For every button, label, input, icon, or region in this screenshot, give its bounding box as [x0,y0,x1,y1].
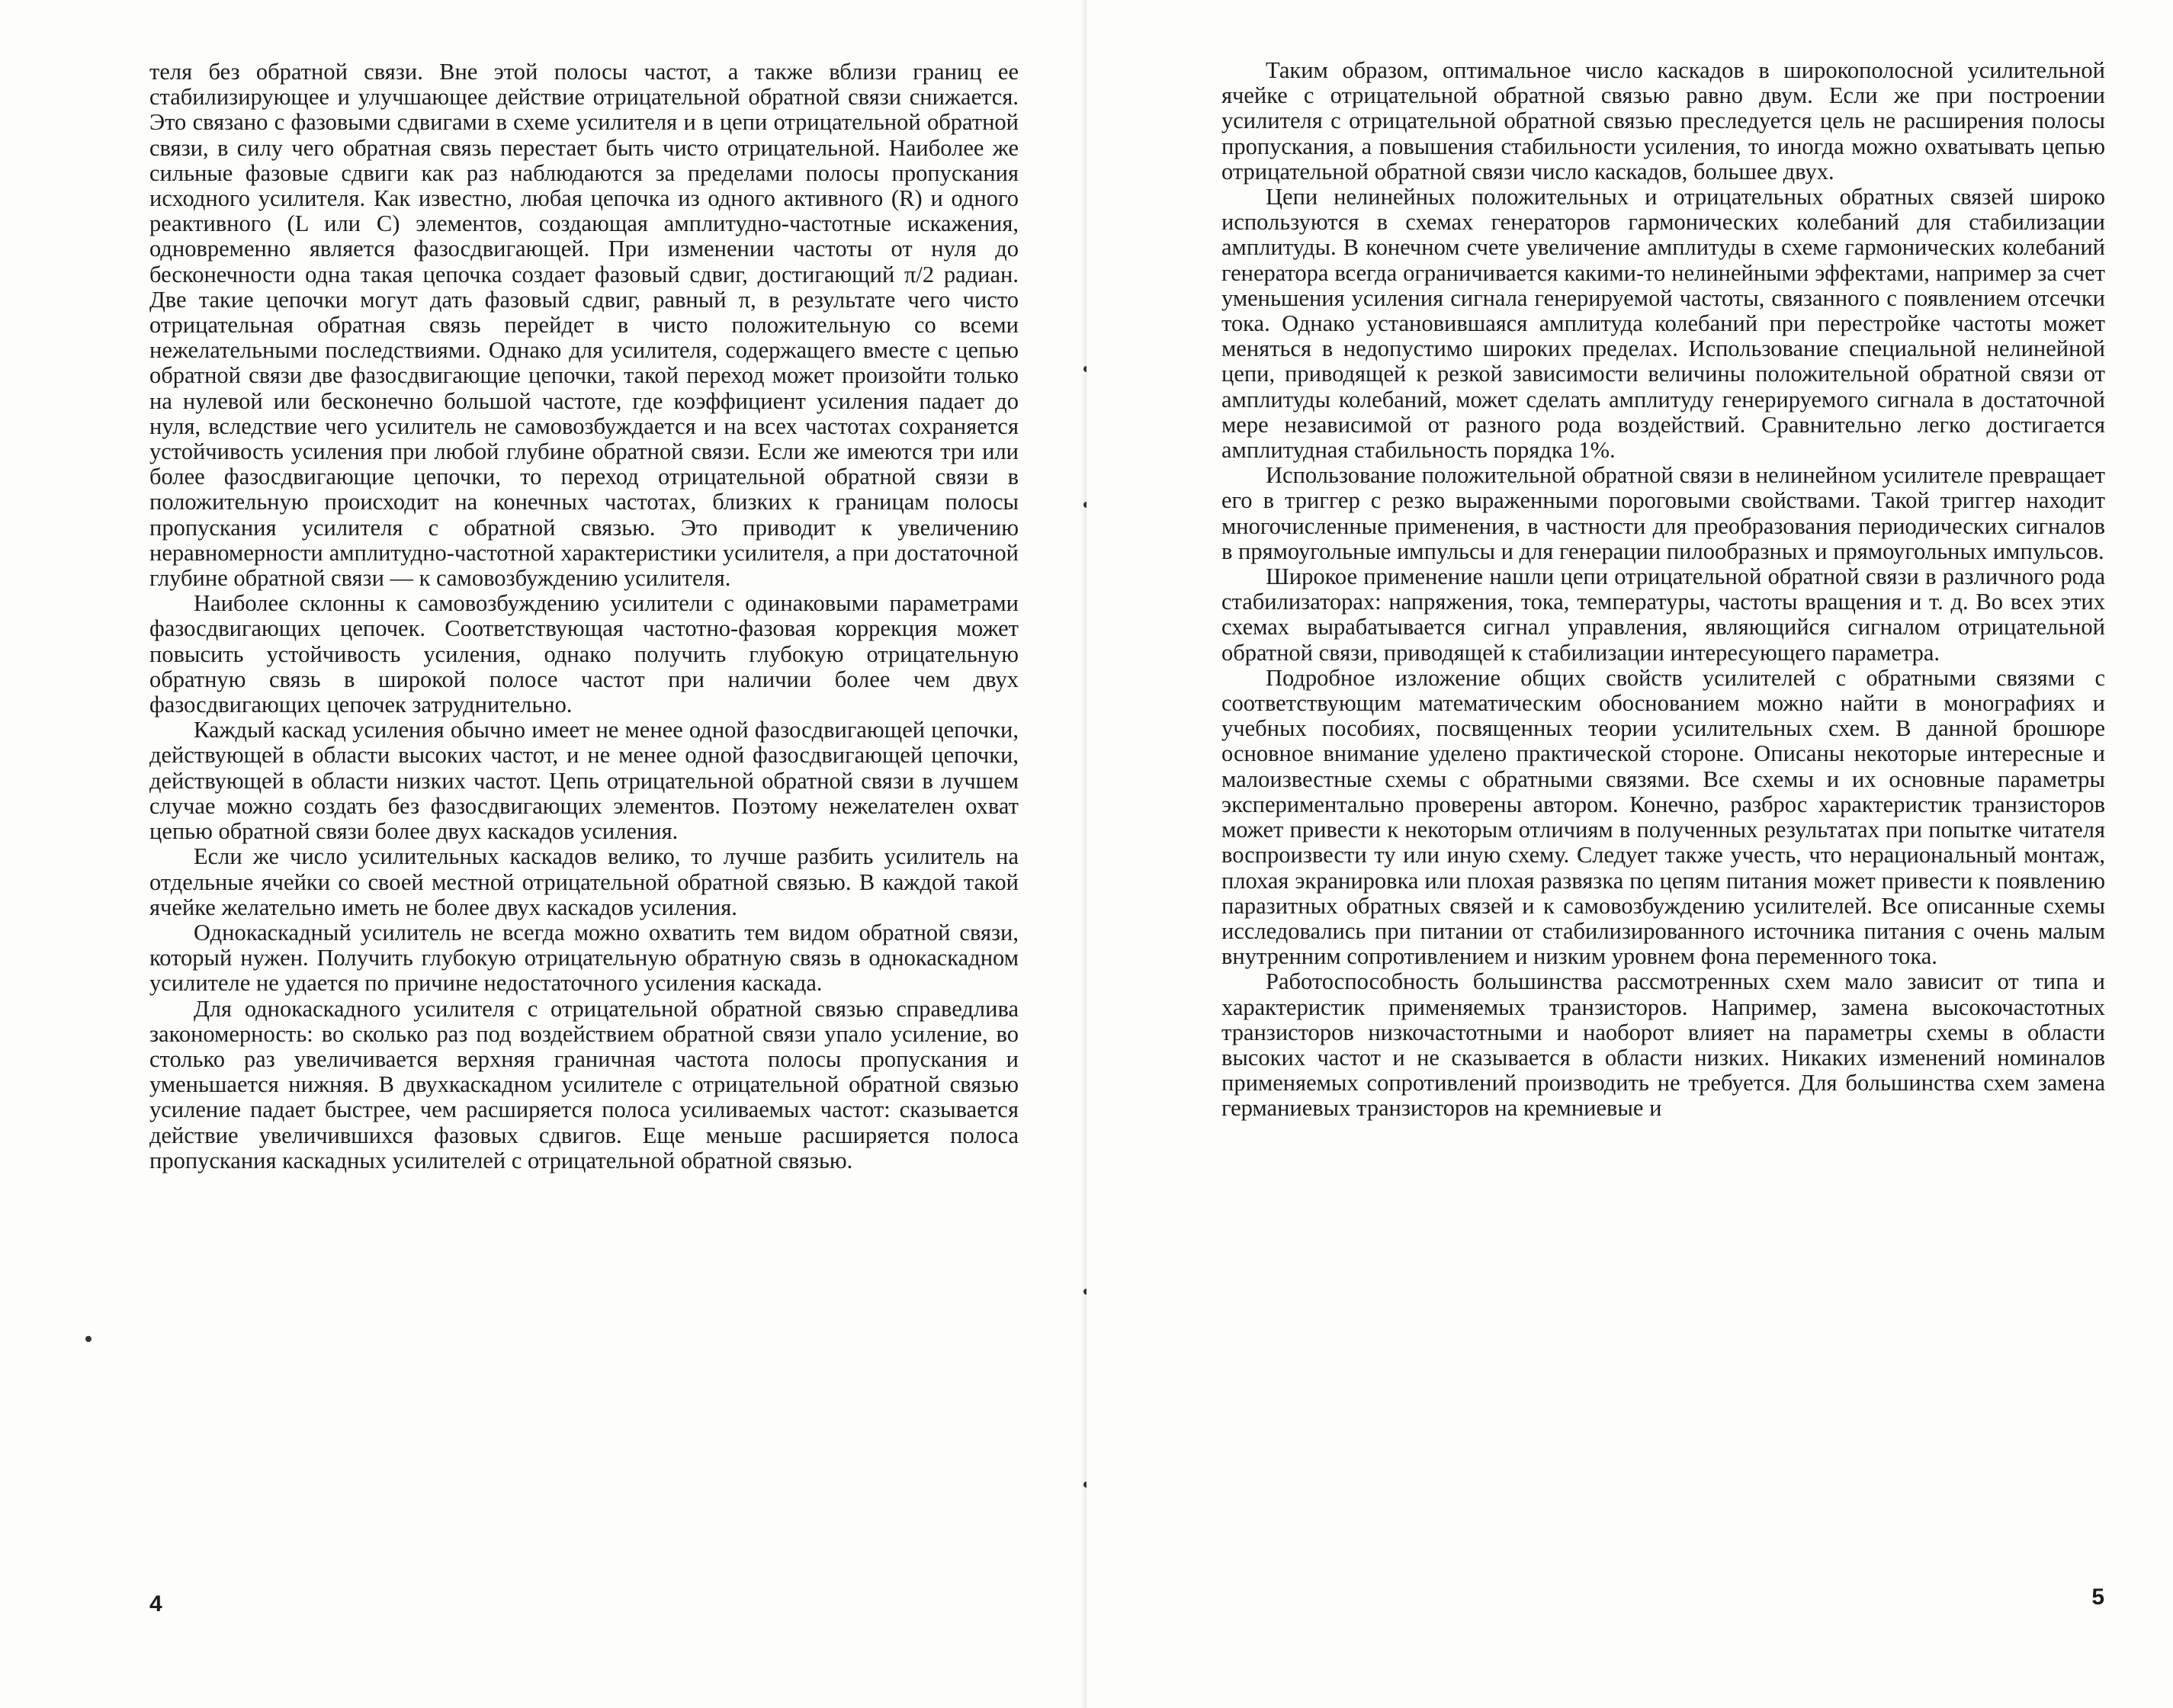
paragraph: Подробное изложение общих свойств усилителей с обратными связями с соответствующим математическим обоснованием можно найти в монографиях и учебных пособиях, посвященных теории усилительных схем. В данной брошюре основное внимание уделено практической стороне. Описаны некоторые интересные и малоизвестные схемы с обратными связями. Все схемы и их основные параметры экспериментально проверены автором. Конечно, разброс характеристик транзисторов может привести к некоторым отличиям в полученных результатах при попытке читателя воспроизвести ту или иную схему. Следует также учесть, что нерациональный монтаж, плохая экранировка или плохая развязка по цепям питания может привести к появлению паразитных обратных связей и к самовозбуждению усилителей. Все описанные схемы исследовались при питании от стабилизированного источника питания с очень малым внутренним сопротивлением и низким уровнем фона переменного тока. [1221,664,2105,970]
scan-speck [85,1336,91,1342]
left-page-text [149,59,1019,1173]
paragraph: теля без обратной связи. Вне этой полосы частот, а также вблизи границ ее стабилизирующее и улучшающее действие отрицательной обратной связи снижается. Это связано с фазовыми сдвигами в схеме усилителя и в цепи отрицательной обратной связи, в силу чего обратная связь перестает быть чисто отрицательной. Наиболее же сильные фазовые сдвиги как раз наблюдаются за пределами полосы пропускания исходного усилителя. Как известно, любая цепочка из одного активного (R) и одного реактивного (L или C) элементов, создающая амплитудно-частотные искажения, одновременно является фазосдвигающей. При изменении частоты от нуля до бесконечности одна такая цепочка создает фазовый сдвиг, достигающий π/2 радиан. Две такие цепочки могут дать фазовый сдвиг, равный π, в результате чего чисто отрицательная обратная связь перейдет в чисто положительную со всеми нежелательными последствиями. Однако для усилителя, содержащего вместе с цепью обратной связи две фазосдвигающие цепочки, такой переход может произойти только на нулевой или бесконечно большой частоте, где коэффициент усиления падает до нуля, вследствие чего усилитель не самовозбуждается и на всех частотах сохраняется устойчивость усиления при любой глубине обратной связи. Если же имеются три или более фазосдвигающие цепочки, то переход отрицательной обратной связи в положительную происходит на конечных частотах, близких к границам полосы пропускания усилителя с обратной связью. Это приводит к увеличению неравномерности амплитудно-частотной характеристики усилителя, а при достаточной глубине обратной связи — к самовозбуждению усилителя. [149,59,1019,592]
paragraph: Для однокаскадного усилителя с отрицательной обратной связью справедлива закономерность: во сколько раз под воздействием обратной связи упало усиление, во столько раз увеличивается верхняя граничная частота полосы пропускания и уменьшается нижняя. В двухкаскадном усилителе с отрицательной обратной связью усиление падает быстрее, чем расширяется полоса усиливаемых частот: сказывается действие увеличившихся фазовых сдвигов. Еще меньше расширяется полоса пропускания каскадных усилителей с отрицательной обратной связью. [149,995,1019,1173]
page-number: 4 [149,1591,162,1616]
paragraph: Наиболее склонны к самовозбуждению усилители с одинаковыми параметрами фазосдвигающих цепочек. Соответствующая частотно-фазовая коррекция может повысить устойчивость усиления, однако получить глубокую отрицательную обратную связь в широкой полосе частот при наличии более чем двух фазосдвигающих цепочек затруднительно. [149,590,1019,718]
paragraph: Широкое применение нашли цепи отрицательной обратной связи в различного рода стабилизаторах: напряжения, тока, температуры, частоты вращения и т. д. Во всех этих схемах вырабатывается сигнал управления, являющийся сигналом отрицательной обратной связи, приводящей к стабилизации интересующего параметра. [1221,563,2105,666]
right-page-text [1221,58,2105,1122]
paragraph: Каждый каскад усиления обычно имеет не менее одной фазосдвигающей цепочки, действующей в области высоких частот, и не менее одной фазосдвигающей цепочки, действующей в области низких частот. Цепь отрицательной обратной связи в лучшем случае можно создать без фазосдвигающих элементов. Поэтому нежелателен охват цепью обратной связи более двух каскадов усиления. [149,717,1019,845]
page-number: 5 [2091,1584,2104,1610]
paragraph: Таким образом, оптимальное число каскадов в широкополосной усилительной ячейке с отрицательной обратной связью равно двум. Если же при построении усилителя с отрицательной обратной связью преследуется цель не расширения полосы пропускания, а повышения стабильности усиления, то иногда можно охватывать цепью отрицательной обратной связи число каскадов, большее двух. [1221,57,2105,185]
paragraph: Работоспособность большинства рассмотренных схем мало зависит от типа и характеристик применяемых транзисторов. Например, замена высокочастотных транзисторов низкочастотными и наоборот влияет на параметры схемы в области высоких частот и не сказывается в области низких. Никаких изменений номиналов применяемых сопротивлений производить не требуется. Для большинства схем замена германиевых транзисторов на кремниевые и [1221,968,2105,1122]
left-page [0,0,1086,1708]
paragraph: Использование положительной обратной связи в нелинейном усилителе превращает его в триггер с резко выраженными пороговыми свойствами. Такой триггер находит многочисленные применения, в частности для преобразования периодических сигналов в прямоугольные импульсы и для генерации пилообразных и прямоугольных импульсов. [1221,462,2105,564]
right-page [1086,0,2173,1708]
paragraph: Однокаскадный усилитель не всегда можно охватить тем видом обратной связи, который нужен. Получить глубокую отрицательную обратную связь в однокаскадном усилителе не удается по причине недостаточного усиления каскада. [149,919,1019,997]
paragraph: Цепи нелинейных положительных и отрицательных обратных связей широко используются в схемах генераторов гармонических колебаний для стабилизации амплитуды. В конечном счете увеличение амплитуды в схеме гармонических колебаний генератора всегда ограничивается какими-то нелинейными эффектами, например за счет уменьшения усиления сигнала генерируемой частоты, связанного с появлением отсечки тока. Однако установившаяся амплитуда колебаний при перестройке частоты может меняться в недопустимо широких пределах. Использование специальной нелинейной цепи, приводящей к резкой зависимости величины положительной обратной связи от амплитуды колебаний, может сделать амплитуду генерируемого сигнала в достаточной мере независимой от разного рода воздействий. Сравнительно легко достигается амплитудная стабильность порядка 1%. [1221,184,2105,464]
paragraph: Если же число усилительных каскадов велико, то лучше разбить усилитель на отдельные ячейки со своей местной отрицательной обратной связью. В каждой такой ячейке желательно иметь не более двух каскадов усиления. [149,843,1019,920]
